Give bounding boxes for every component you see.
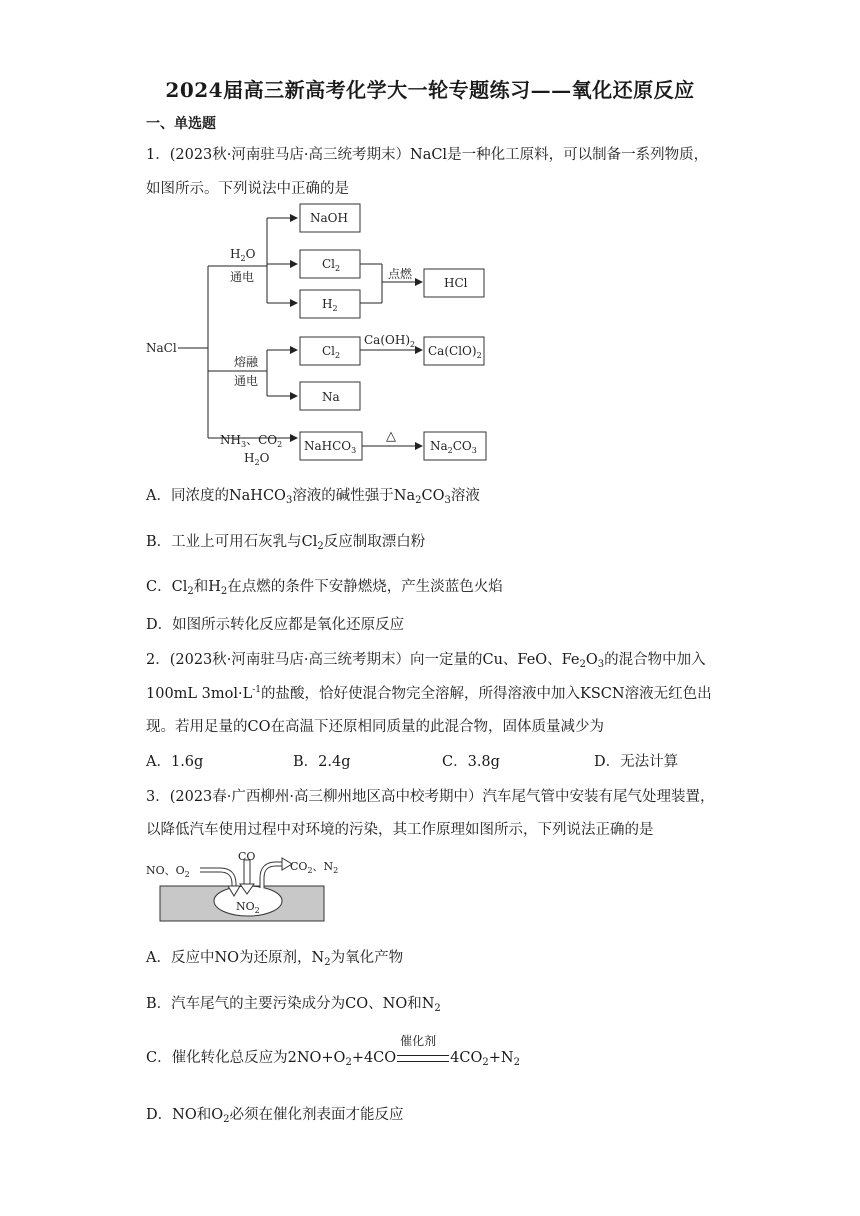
svg-text:NH3、CO2: $NH_3$、$CO_2$ [220, 433, 283, 449]
svg-text:H2O: $H_2O$ [244, 451, 270, 467]
svg-text:点燃: 点燃 [388, 267, 413, 281]
svg-text:NO、O2: NO、$O_2$ [146, 864, 190, 879]
box-na: Na [322, 390, 340, 404]
q3-stem-line1: 3．(2023春·广西柳州·高三柳州地区高中校考期中）汽车尾气管中安装有尾气处理装置， [146, 789, 715, 805]
svg-text:NO2: $NO_2$ [236, 900, 260, 915]
catalyst-equals-sign: 催化剂 [396, 1050, 450, 1066]
q3-stem-line2: 以降低汽车使用过程中对环境的污染，其工作原理如图所示，下列说法正确的是 [146, 822, 654, 838]
source-nacl: NaCl [146, 341, 177, 355]
svg-text:通电: 通电 [234, 374, 259, 388]
q1-option-c[interactable]: C．$Cl_2$和$H_2$在点燃的条件下安静燃烧，产生淡蓝色火焰 [146, 579, 503, 597]
page-title: 2024届高三新高考化学大一轮专题练习——氧化还原反应 [165, 78, 695, 102]
q2-stem-line2: 100mL $3mol\cdot L^{-1}$的盐酸，恰好使混合物完全溶解，所得溶液中加入KSCN溶液无红色出 [146, 685, 712, 702]
q2-option-a[interactable]: A．1.6g [146, 754, 204, 770]
svg-text:H2O: $H_2O$ [230, 247, 256, 263]
q1-stem-line2: 如图所示。下列说法中正确的是 [146, 181, 349, 197]
q2-stem-line3: 现。若用足量的CO在高温下还原相同质量的此混合物，固体质量减少为 [146, 719, 604, 735]
q2-option-d[interactable]: D．无法计算 [594, 754, 679, 770]
svg-text:NaCl [146, 341, 177, 355]
svg-text:△: △ [386, 429, 396, 444]
svg-text:Cl2: $Cl_2$ [322, 257, 341, 273]
q2-option-b[interactable]: B．2.4g [293, 754, 351, 770]
q3-catalyst-diagram [140, 846, 340, 926]
cond-electrolysis-1: 通电 [230, 270, 255, 284]
q1-option-a[interactable]: A．同浓度的NaHCO$_3$溶液的碱性强于$Na_2CO_3$溶液 [146, 488, 480, 506]
svg-text:Cl2: $Cl_2$ [322, 344, 341, 360]
q1-option-b[interactable]: B．工业上可用石灰乳与$Cl_2$反应制取漂白粉 [146, 534, 426, 552]
section-heading: 一、单选题 [146, 116, 216, 132]
q3-option-c[interactable]: C．催化转化总反应为$2NO+O_2+4CO$ 催化剂 $4CO_2+N_2$ [146, 1034, 520, 1068]
q2-stem-line1: 2．(2023秋·河南驻马店·高三统考期末）向一定量的Cu、FeO、$Fe_2O_3$的混合物中加入 [146, 652, 706, 670]
q1-option-d[interactable]: D．如图所示转化反应都是氧化还原反应 [146, 617, 405, 633]
svg-text:Ca(OH)2: $Ca(OH)_2$ [364, 333, 416, 349]
q3-option-b[interactable]: B．汽车尾气的主要污染成分为CO、NO和$N_2$ [146, 996, 441, 1014]
svg-text:Ca(ClO)2: $Ca(ClO)_2$ [428, 344, 482, 360]
svg-text:H2: $H_2$ [322, 297, 338, 313]
svg-text:CO2、N2: $CO_2$、$N_2$ [290, 860, 339, 875]
box-hcl: HCl [444, 276, 468, 290]
svg-text:Na2CO3: $Na_2CO_3$ [430, 439, 477, 455]
q3-option-a[interactable]: A．反应中NO为还原剂，$N_2$为氧化产物 [146, 950, 404, 968]
svg-text:NaHCO3: NaHCO$_3$ [304, 439, 357, 455]
q1-stem-line1: 1．(2023秋·河南驻马店·高三统考期末）NaCl是一种化工原料，可以制备一系列物质， [146, 147, 709, 163]
q3-option-d[interactable]: D．NO和$O_2$必须在催化剂表面才能反应 [146, 1107, 404, 1125]
svg-text:熔融: 熔融 [234, 355, 259, 369]
box-naoh: NaOH [310, 211, 348, 225]
svg-text:CO: CO [238, 850, 256, 863]
q1-flow-diagram [140, 198, 500, 468]
q2-option-c[interactable]: C．3.8g [442, 754, 500, 770]
